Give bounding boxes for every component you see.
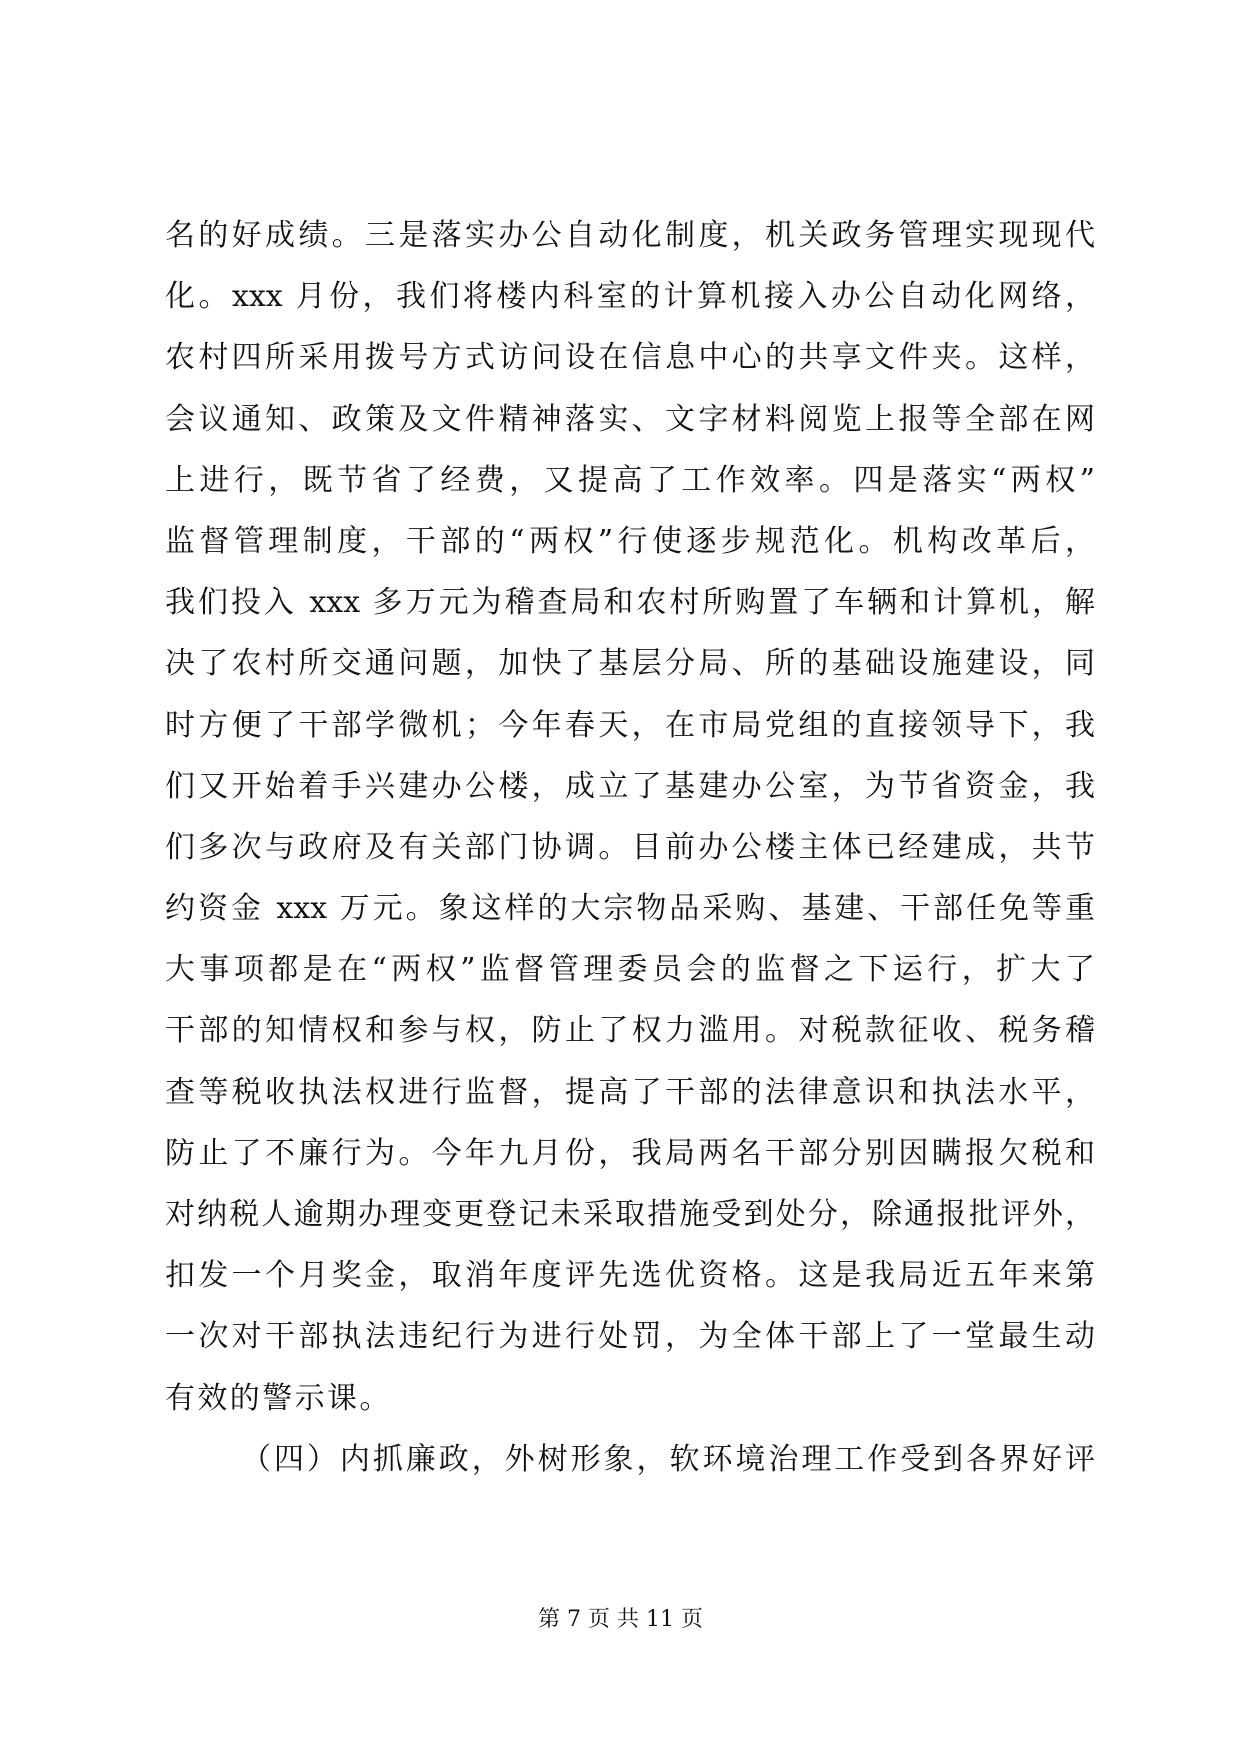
paragraph-line: 名的好成绩。三是落实办公自动化制度，机关政务管理实现现代 [165,218,1095,253]
paragraph-line: 农村四所采用拨号方式访问设在信息中心的共享文件夹。这样， [165,340,1095,376]
page-footer [0,1605,1241,1635]
paragraph-line: 我们投入 xxx 多万元为稽查局和农村所购置了车辆和计算机，解 [165,585,1095,621]
paragraph-line: 时方便了干部学微机；今年春天，在市局党组的直接领导下，我 [165,707,1095,743]
paragraph-last-line: 有效的警示课。 [165,1380,392,1416]
paragraph-line: 防止了不廉行为。今年九月份，我局两名干部分别因瞒报欠税和 [165,1135,1095,1171]
page-number-label: 第 7 页 共 11 页 [538,1607,703,1632]
paragraph-line: 化。xxx 月份，我们将楼内科室的计算机接入办公自动化网络， [165,279,1095,315]
paragraph-line: 扣发一个月奖金，取消年度评先选优资格。这是我局近五年来第 [165,1258,1095,1294]
paragraph-line: 们又开始着手兴建办公楼，成立了基建办公室，为节省资金，我 [165,768,1095,804]
paragraph-line: 一次对干部执法违纪行为进行处罚，为全体干部上了一堂最生动 [165,1319,1095,1355]
paragraph-line: 上进行，既节省了经费，又提高了工作效率。四是落实“两权” [165,462,1095,498]
document-body [165,205,1095,1490]
paragraph-line: 大事项都是在“两权”监督管理委员会的监督之下运行，扩大了 [165,952,1095,988]
paragraph-line: 约资金 xxx 万元。象这样的大宗物品采购、基建、干部任免等重 [165,891,1095,927]
paragraph-line: 会议通知、政策及文件精神落实、文字材料阅览上报等全部在网 [165,401,1095,437]
section-heading: （四）内抓廉政，外树形象，软环境治理工作受到各界好评 [241,1441,1095,1477]
paragraph-line: 们多次与政府及有关部门协调。目前办公楼主体已经建成，共节 [165,829,1095,865]
paragraph-line: 干部的知情权和参与权，防止了权力滥用。对税款征收、税务稽 [165,1013,1095,1049]
paragraph-line: 监督管理制度，干部的“两权”行使逐步规范化。机构改革后， [165,523,1095,559]
paragraph-line: 对纳税人逾期办理变更登记未采取措施受到处分，除通报批评外， [165,1197,1095,1232]
paragraph-line: 查等税收执法权进行监督，提高了干部的法律意识和执法水平， [165,1074,1095,1110]
paragraph-line: 决了农村所交通问题，加快了基层分局、所的基础设施建设，同 [165,646,1095,682]
